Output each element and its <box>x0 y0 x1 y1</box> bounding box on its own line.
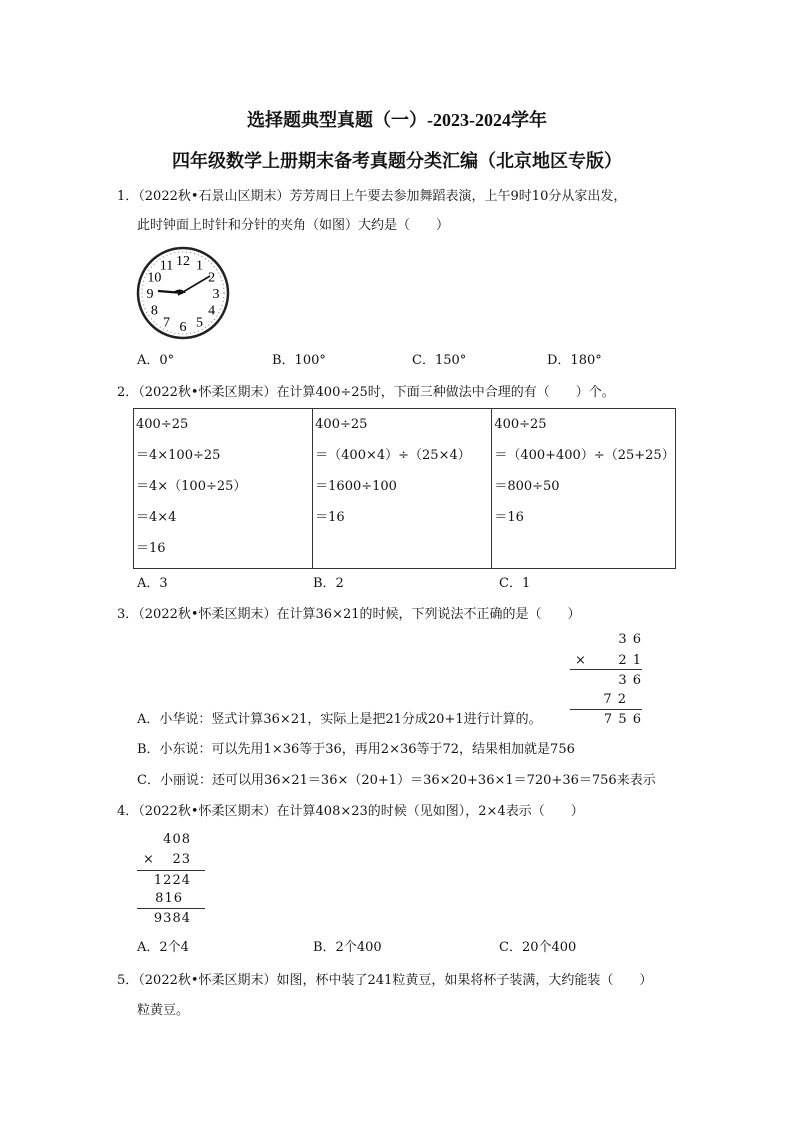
step: 400÷25 <box>494 417 547 432</box>
calc-line <box>570 669 642 670</box>
step: ＝4×（100÷25） <box>136 479 247 494</box>
method-2 <box>313 409 492 569</box>
q1-option-c: C．150° <box>412 353 467 368</box>
calc-row: 7 2 <box>603 692 627 707</box>
calc-row: 3 6 <box>618 673 642 688</box>
q4-option-a: A．2个4 <box>137 940 189 955</box>
step: ＝1600÷100 <box>315 479 397 494</box>
q4-option-c: C．20个400 <box>499 940 577 955</box>
step: ＝16 <box>136 541 166 556</box>
q3-option-a: A．小华说：竖式计算36×21，实际上是把21分成20+1进行计算的。 <box>137 712 542 727</box>
method-3 <box>492 409 676 569</box>
calc-line <box>137 870 205 871</box>
clock-numeral: 10 <box>147 270 162 286</box>
clock-numeral: 9 <box>146 287 154 302</box>
clock-numeral: 4 <box>208 303 216 319</box>
calc-row: 1224 <box>153 873 191 888</box>
step: ＝16 <box>315 510 345 525</box>
step: ＝16 <box>494 510 524 525</box>
step: ＝4×4 <box>136 510 177 525</box>
clock-numeral: 12 <box>176 254 190 269</box>
q3-option-c: C．小丽说：还可以用36×21＝36×（20+1）＝36×20+36×1＝720+36＝756来表示 <box>137 773 656 788</box>
calc-row: 408 <box>163 832 191 847</box>
calc-line <box>570 709 642 710</box>
q1-option-d: D．180° <box>547 353 602 368</box>
clock-numeral: 2 <box>208 270 216 286</box>
calc-line <box>137 908 205 909</box>
clock-figure <box>136 246 232 342</box>
title-line-2: 四年级数学上册期末备考真题分类汇编（北京地区专版） <box>172 151 622 171</box>
q1-option-a: A．0° <box>137 353 175 368</box>
clock-numeral: 11 <box>159 258 174 274</box>
calc-row: 7 5 6 <box>603 712 642 727</box>
q1-option-b: B．100° <box>272 353 326 368</box>
q5-stem-line-1: 5．（2022秋•怀柔区期末）如图，杯中装了241粒黄豆，如果将杯子装满，大约能装（ ） <box>117 973 653 988</box>
step: ＝（400+400）÷（25+25） <box>494 448 675 463</box>
q2-stem: 2．（2022秋•怀柔区期末）在计算400÷25时，下面三种做法中合理的有（ ）个。 <box>117 385 615 400</box>
q1-stem-line-2: 此时钟面上时针和分针的夹角（如图）大约是（ ） <box>137 218 450 233</box>
step: ＝4×100÷25 <box>136 448 221 463</box>
title-line-1: 选择题典型真题（一）-2023-2024学年 <box>247 110 547 130</box>
q2-methods-table <box>133 408 676 569</box>
q3-stem: 3．（2022秋•怀柔区期末）在计算36×21的时候，下列说法不正确的是（ ） <box>117 607 581 622</box>
clock-numeral: 8 <box>150 303 158 319</box>
q2-option-a: A．3 <box>137 576 168 591</box>
q4-option-b: B．2个400 <box>313 940 382 955</box>
q3-option-b: B．小东说：可以先用1×36等于36，再用2×36等于72，结果相加就是756 <box>137 742 575 757</box>
multiply-sign: × <box>143 852 155 867</box>
clock-numeral: 6 <box>179 320 187 335</box>
step: 400÷25 <box>315 417 368 432</box>
q2-option-b: B．2 <box>313 576 344 591</box>
q2-option-c: C．1 <box>499 576 531 591</box>
step: ＝（400×4）÷（25×4） <box>315 448 471 463</box>
calc-row: 2 1 <box>618 653 642 668</box>
q5-stem-line-2: 粒黄豆。 <box>137 1003 190 1018</box>
q1-stem-line-1: 1．（2022秋•石景山区期末）芳芳周日上午要去参加舞蹈表演，上午9时10分从家出发， <box>117 189 627 204</box>
clock-numeral: 3 <box>212 287 220 302</box>
clock-numeral: 7 <box>163 315 170 331</box>
q4-stem: 4．（2022秋•怀柔区期末）在计算408×23的时候（见如图），2×4表示（ ） <box>117 804 584 819</box>
calc-row: 9384 <box>153 911 191 926</box>
calc-row: 816 <box>155 891 183 906</box>
multiply-sign: × <box>575 653 587 668</box>
step: ＝800÷50 <box>494 479 560 494</box>
clock-numeral: 5 <box>196 315 203 331</box>
calc-row: 3 6 <box>618 632 642 647</box>
step: 400÷25 <box>136 417 189 432</box>
clock-numeral: 1 <box>196 258 203 274</box>
calc-row: 23 <box>172 852 191 867</box>
method-1 <box>134 409 313 569</box>
